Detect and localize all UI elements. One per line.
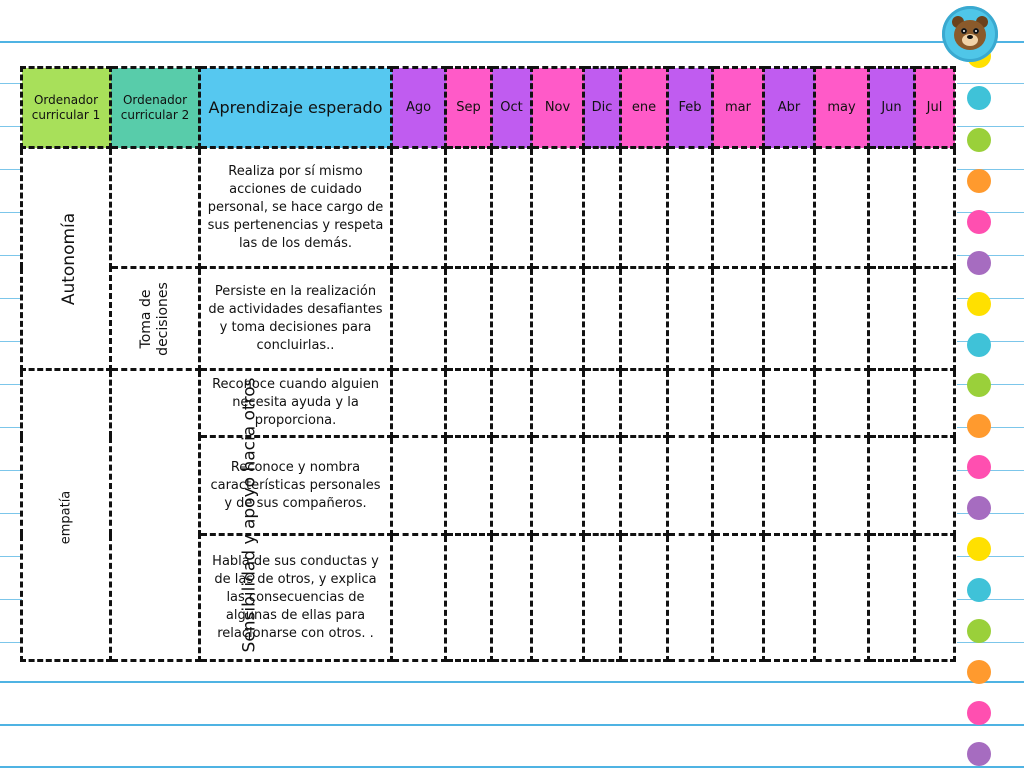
month-cell[interactable] [392, 148, 446, 268]
month-header: Nov [532, 68, 584, 148]
month-cell[interactable] [584, 535, 621, 661]
month-cell[interactable] [532, 268, 584, 370]
decorative-dot [967, 496, 991, 520]
group-empatia-label: empatía [58, 490, 74, 544]
sub-toma-decisiones-label [138, 282, 172, 356]
decorative-dot [967, 414, 991, 438]
month-cell[interactable] [621, 268, 668, 370]
month-cell[interactable] [446, 535, 492, 661]
learning-cell: Reconoce cuando alguien necesita ayuda y la proporciona. [200, 370, 392, 437]
month-cell[interactable] [584, 148, 621, 268]
month-cell[interactable] [764, 437, 815, 535]
month-cell[interactable] [869, 148, 915, 268]
month-cell[interactable] [446, 437, 492, 535]
side-rule [0, 341, 22, 342]
month-cell[interactable] [764, 148, 815, 268]
month-cell[interactable] [915, 370, 955, 437]
month-cell[interactable] [621, 437, 668, 535]
decorative-dot [967, 660, 991, 684]
month-cell[interactable] [532, 437, 584, 535]
header-ordenador-1: Ordenador curricular 1 [22, 68, 111, 148]
header-row [22, 68, 955, 148]
month-cell[interactable] [584, 437, 621, 535]
bear-logo-icon [942, 6, 998, 62]
month-cell[interactable] [764, 535, 815, 661]
side-rule [0, 599, 22, 600]
month-cell[interactable] [392, 437, 446, 535]
decorative-dot [967, 578, 991, 602]
side-rule [0, 212, 22, 213]
side-rule [0, 298, 22, 299]
side-rule [0, 255, 22, 256]
notebook-rule-bottom-2 [0, 724, 1024, 726]
month-cell[interactable] [668, 535, 713, 661]
month-cell[interactable] [869, 268, 915, 370]
month-cell[interactable] [492, 268, 532, 370]
month-cell[interactable] [492, 148, 532, 268]
header-ordenador-2: Ordenador curricular 2 [111, 68, 200, 148]
month-header: Oct [492, 68, 532, 148]
month-cell[interactable] [815, 437, 869, 535]
side-rule [957, 599, 1024, 600]
month-cell[interactable] [815, 148, 869, 268]
decorative-dot [967, 455, 991, 479]
month-cell[interactable] [532, 370, 584, 437]
month-cell[interactable] [713, 437, 764, 535]
month-cell[interactable] [869, 437, 915, 535]
decorative-dot [967, 619, 991, 643]
month-cell[interactable] [584, 268, 621, 370]
month-header: Dic [584, 68, 621, 148]
decorative-dot [967, 333, 991, 357]
month-header: mar [713, 68, 764, 148]
month-cell[interactable] [446, 268, 492, 370]
header-aprendizaje: Aprendizaje esperado [200, 68, 392, 148]
month-cell[interactable] [492, 535, 532, 661]
side-rule [957, 169, 1024, 170]
decorative-dot [967, 292, 991, 316]
month-cell[interactable] [713, 148, 764, 268]
month-cell[interactable] [713, 268, 764, 370]
month-cell[interactable] [584, 370, 621, 437]
side-rule [957, 642, 1024, 643]
group-autonomia-label: Autonomía [59, 212, 80, 305]
side-rule [957, 83, 1024, 84]
month-cell[interactable] [764, 370, 815, 437]
notebook-rule-bottom-1 [0, 681, 1024, 683]
side-rule [0, 384, 22, 385]
month-header: Ago [392, 68, 446, 148]
learning-plan-table [20, 66, 956, 662]
month-cell[interactable] [446, 148, 492, 268]
notebook-rule-top [0, 41, 1024, 43]
side-rule [0, 642, 22, 643]
side-rule [957, 255, 1024, 256]
month-header: may [815, 68, 869, 148]
decorative-dot [967, 373, 991, 397]
side-rule [0, 513, 22, 514]
sub-toma-decisiones [111, 268, 200, 370]
month-header: Jul [915, 68, 955, 148]
month-cell[interactable] [915, 437, 955, 535]
sub-sensibilidad-label: Sensibilidad y apoyo hacia otros [239, 377, 260, 653]
month-cell[interactable] [668, 437, 713, 535]
month-cell[interactable] [621, 370, 668, 437]
month-cell[interactable] [621, 535, 668, 661]
month-cell[interactable] [869, 370, 915, 437]
side-rule [0, 169, 22, 170]
month-header: Abr [764, 68, 815, 148]
month-cell[interactable] [713, 370, 764, 437]
side-rule [0, 556, 22, 557]
month-cell[interactable] [392, 268, 446, 370]
side-rule [0, 126, 22, 127]
toma-line-2: decisiones [155, 281, 171, 356]
decorative-dot [967, 210, 991, 234]
sub-sensibilidad [111, 370, 260, 661]
month-cell[interactable] [392, 535, 446, 661]
month-cell[interactable] [713, 535, 764, 661]
month-cell[interactable] [815, 370, 869, 437]
month-header: Feb [668, 68, 713, 148]
month-cell[interactable] [815, 535, 869, 661]
month-cell[interactable] [492, 370, 532, 437]
month-cell[interactable] [764, 268, 815, 370]
table-row [22, 370, 955, 437]
month-cell[interactable] [492, 437, 532, 535]
side-rule [957, 556, 1024, 557]
side-rule [957, 212, 1024, 213]
decorative-dot [967, 86, 991, 110]
decorative-dot [967, 537, 991, 561]
learning-cell: Persiste en la realización de actividades desafiantes y toma decisiones para concluirlas.. [200, 268, 392, 370]
month-cell[interactable] [915, 535, 955, 661]
table-row [22, 148, 955, 268]
group-empatia [22, 370, 111, 661]
side-rule [957, 513, 1024, 514]
decorative-dot [967, 169, 991, 193]
month-header: Jun [869, 68, 915, 148]
month-cell[interactable] [815, 268, 869, 370]
month-header: Sep [446, 68, 492, 148]
decorative-dot [967, 701, 991, 725]
decorative-dot [967, 742, 991, 766]
month-cell[interactable] [668, 370, 713, 437]
month-cell[interactable] [446, 370, 492, 437]
month-cell[interactable] [915, 268, 955, 370]
learning-cell: Habla de sus conductas y de las de otros, y explica las consecuencias de algunas de ellas para relacionarse con otros. . [200, 535, 392, 661]
side-rule [0, 83, 22, 84]
month-cell[interactable] [621, 148, 668, 268]
group-autonomia [22, 148, 111, 370]
side-rule [0, 470, 22, 471]
month-cell[interactable] [668, 268, 713, 370]
sub-empty-cell [111, 148, 200, 268]
decorative-dot [967, 128, 991, 152]
month-cell[interactable] [532, 535, 584, 661]
month-header: ene [621, 68, 668, 148]
month-cell[interactable] [392, 370, 446, 437]
table-row [22, 268, 955, 370]
month-cell[interactable] [532, 148, 584, 268]
month-cell[interactable] [668, 148, 713, 268]
toma-line-1: Toma de [138, 289, 154, 348]
side-rule [0, 427, 22, 428]
learning-cell: Realiza por sí mismo acciones de cuidado personal, se hace cargo de sus pertenencias y respeta las de los demás. [200, 148, 392, 268]
decorative-dot [967, 251, 991, 275]
learning-cell: Reconoce y nombra características personales y de sus compañeros. [200, 437, 392, 535]
side-rule [957, 126, 1024, 127]
month-cell[interactable] [869, 535, 915, 661]
month-cell[interactable] [915, 148, 955, 268]
